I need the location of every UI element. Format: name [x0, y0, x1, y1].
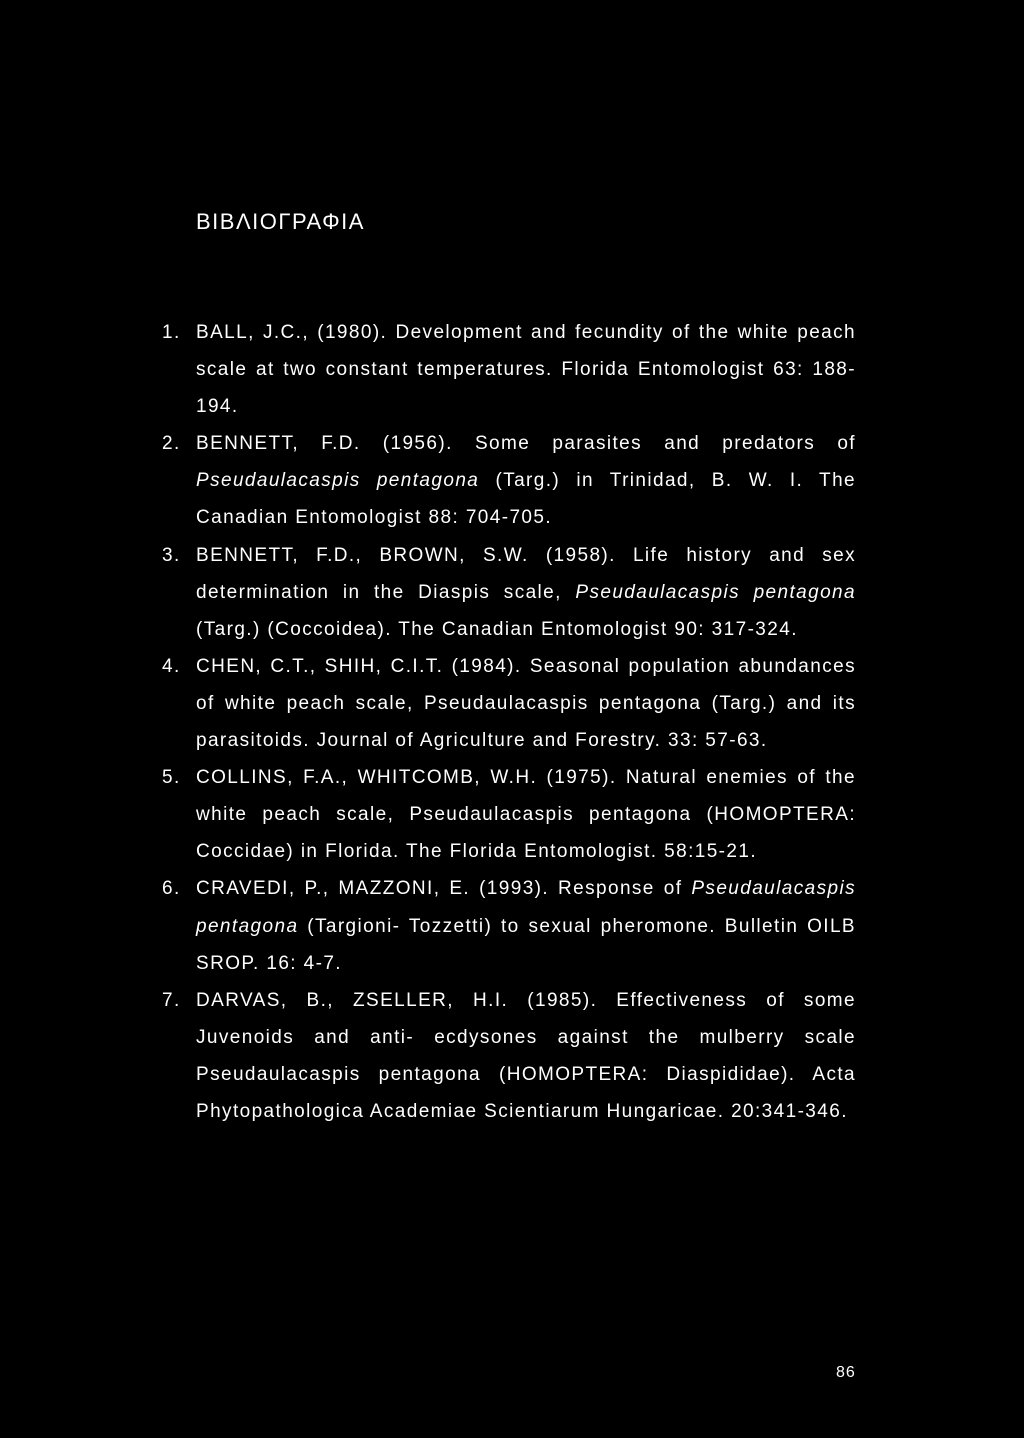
species-name: Pseudaulacaspis pentagona — [196, 470, 480, 492]
reference-text — [196, 982, 856, 1130]
reference-text-segment: (Targ.) (Coccoidea). The Canadian Entomologist 90: 317-324. — [196, 618, 798, 640]
species-name: Pseudaulacaspis pentagona — [196, 878, 856, 937]
reference-text-segment: BENNETT, F.D. (1956). Some parasites and predators of — [196, 433, 856, 455]
reference-number: 6. — [162, 878, 181, 900]
reference-text — [196, 759, 856, 870]
reference-number: 7. — [162, 989, 181, 1011]
reference-item — [162, 870, 856, 981]
reference-number: 1. — [162, 322, 181, 343]
page-title: ΒΙΒΛΙΟΓΡΑΦΙΑ — [196, 209, 365, 234]
reference-item — [162, 314, 856, 425]
reference-item — [162, 648, 856, 759]
reference-number: 5. — [162, 767, 181, 789]
reference-text-segment: (Targ.) in Trinidad, B. W. I. The Canadian Entomologist 88: 704-705. — [196, 470, 856, 529]
reference-text-segment: (Targioni- Tozzetti) to sexual pheromone. Bulletin OILB SROP. 16: 4-7. — [196, 915, 856, 974]
reference-number: 3. — [162, 544, 181, 566]
reference-text — [196, 314, 856, 425]
reference-item — [162, 425, 856, 536]
reference-text-segment: BALL, J.C., (1980). Development and fecundity of the white peach scale at two constant temperatures. Florida Entomologist 63: 188-194. — [196, 322, 856, 418]
reference-text — [196, 870, 856, 981]
reference-text-segment: DARVAS, B., ZSELLER, H.I. (1985). Effectiveness of some Juvenoids and anti- ecdysones against the mulberry scale Pseudaulacaspis pentagona (HOMOPTERA: Diaspididae). Acta Phytopathologica Academiae Scientiarum Hungaricae. 20:341-346. — [196, 989, 856, 1122]
reference-number: 4. — [162, 655, 181, 677]
reference-text-segment: CRAVEDI, P., MAZZONI, E. (1993). Response of — [196, 878, 692, 900]
species-name: Pseudaulacaspis pentagona — [575, 581, 856, 603]
reference-text-segment: COLLINS, F.A., WHITCOMB, W.H. (1975). Natural enemies of the white peach scale, Pseudaulacaspis pentagona (HOMOPTERA: Coccidae) in Florida. The Florida Entomologist. 58:15-21. — [196, 767, 856, 863]
reference-number: 2. — [162, 433, 181, 455]
reference-text — [196, 537, 856, 648]
reference-item — [162, 759, 856, 870]
reference-text — [196, 425, 856, 536]
reference-list — [162, 314, 856, 1130]
reference-item — [162, 537, 856, 648]
reference-text-segment: BENNETT, F.D., BROWN, S.W. (1958). Life history and sex determination in the Diaspis scale, — [196, 544, 856, 603]
reference-text-segment: CHEN, C.T., SHIH, C.I.T. (1984). Seasonal population abundances of white peach scale, Pseudaulacaspis pentagona (Targ.) and its parasitoids. Journal of Agriculture and Forestry. 33: 57-63. — [196, 655, 856, 752]
reference-item — [162, 982, 856, 1130]
reference-text — [196, 648, 856, 759]
page-number: 86 — [836, 1364, 856, 1381]
